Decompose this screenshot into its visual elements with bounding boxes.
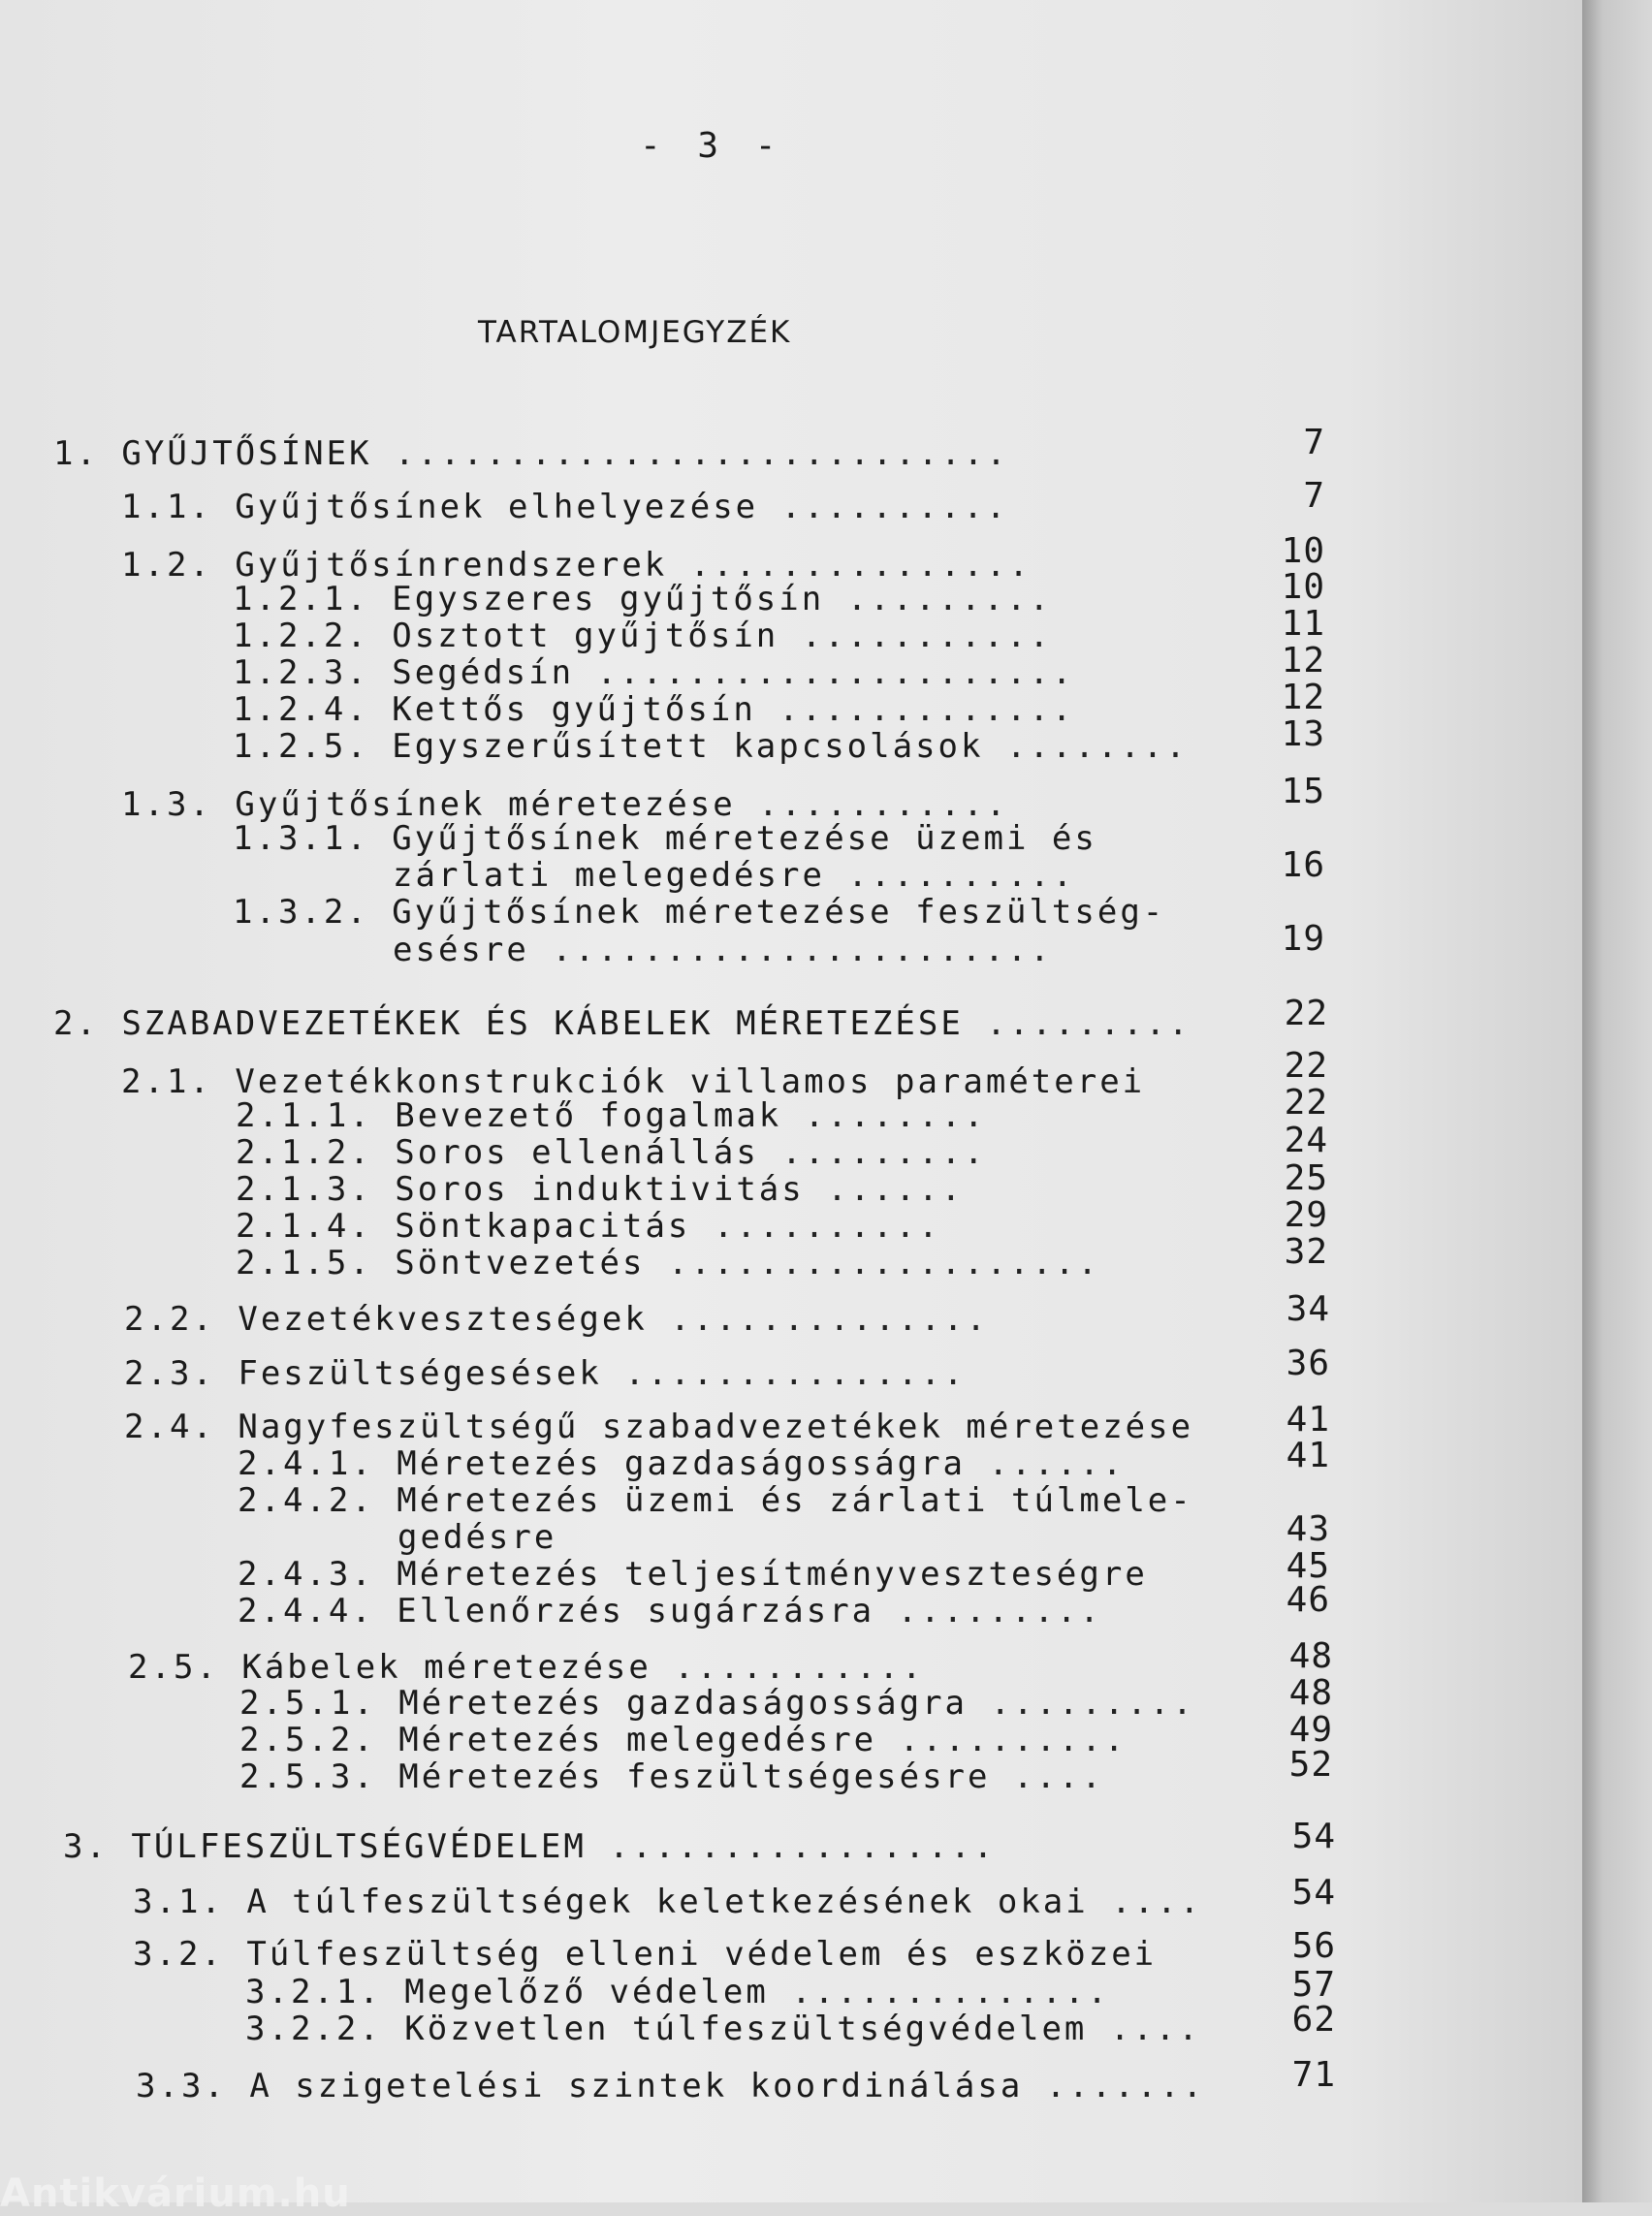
toc-page-3: 54: [1291, 1817, 1336, 1856]
toc-entry-2-5: 2.5. Kábelek méretezése ...........: [128, 1648, 925, 1687]
toc-page-3-2-2: 62: [1291, 2000, 1336, 2040]
toc-page-1-1: 7: [1303, 476, 1325, 516]
toc-entry-1-3-1-cont: zárlati melegedésre ..........: [393, 856, 1076, 895]
toc-page-2-5-3: 52: [1288, 1745, 1333, 1785]
toc-page-2-3: 36: [1286, 1344, 1330, 1383]
toc-entry-2: 2. SZABADVEZETÉKEK ÉS KÁBELEK MÉRETEZÉSE .........: [53, 1004, 1191, 1043]
toc-page-3-2: 56: [1291, 1926, 1336, 1966]
toc-page-1-2-1: 10: [1281, 567, 1325, 607]
toc-entry-2-2: 2.2. Vezetékveszteségek ..............: [124, 1300, 989, 1339]
toc-entry-2-1-1: 2.1.1. Bevezető fogalmak ........: [236, 1096, 987, 1135]
toc-entry-1-3: 1.3. Gyűjtősínek méretezése ...........: [121, 785, 1009, 824]
toc-entry-2-1-5: 2.1.5. Söntvezetés ...................: [236, 1244, 1100, 1282]
toc-entry-1-2-1: 1.2.1. Egyszeres gyűjtősín .........: [233, 580, 1052, 618]
watermark-logo: Antikvárium.hu: [0, 2171, 351, 2216]
toc-entry-3-2: 3.2. Túlfeszültség elleni védelem és eszközei: [133, 1935, 1158, 1974]
toc-entry-1-3-2: 1.3.2. Gyűjtősínek méretezése feszültség-: [233, 893, 1166, 932]
toc-entry-3-3: 3.3. A szigetelési szintek koordinálása .......: [136, 2067, 1206, 2105]
toc-entry-2-4-1: 2.4.1. Méretezés gazdaságosságra ......: [238, 1444, 1126, 1483]
toc-entry-1-2-4: 1.2.4. Kettős gyűjtősín .............: [233, 690, 1075, 729]
toc-entry-2-4-2: 2.4.2. Méretezés üzemi és zárlati túlmele-: [238, 1481, 1193, 1520]
toc-entry-2-4: 2.4. Nagyfeszültségű szabadvezetékek méretezése: [124, 1408, 1194, 1446]
toc-entry-1-2: 1.2. Gyűjtősínrendszerek ...............: [121, 546, 1032, 585]
toc-entry-3-1: 3.1. A túlfeszültségek keletkezésének okai ....: [133, 1883, 1203, 1921]
toc-entry-2-1-4: 2.1.4. Söntkapacitás ..........: [236, 1207, 941, 1246]
toc-entry-2-1-2: 2.1.2. Soros ellenállás .........: [236, 1133, 987, 1172]
toc-page-2: 22: [1284, 994, 1328, 1033]
toc-page-3-3: 71: [1291, 2055, 1336, 2095]
toc-entry-2-4-3: 2.4.3. Méretezés teljesítményveszteségre: [238, 1555, 1148, 1594]
page-title: TARTALOMJEGYZÉK: [478, 315, 792, 350]
toc-page-1-2-5: 13: [1281, 714, 1325, 754]
toc-page-3-1: 54: [1291, 1873, 1336, 1913]
toc-entry-2-4-2-cont: gedésre: [397, 1518, 580, 1557]
toc-page-2-1-3: 25: [1284, 1158, 1328, 1198]
toc-page-2-1-4: 29: [1284, 1195, 1328, 1235]
toc-entry-2-5-2: 2.5.2. Méretezés melegedésre ..........: [239, 1721, 1128, 1759]
toc-page-2-5-2: 49: [1288, 1710, 1333, 1750]
toc-page-2-5: 48: [1288, 1636, 1333, 1676]
toc-page-1-3-2: 19: [1281, 919, 1325, 959]
toc-entry-3: 3. TÚLFESZÜLTSÉGVÉDELEM .................: [63, 1827, 997, 1866]
toc-page-2-4-4: 46: [1286, 1580, 1330, 1620]
toc-entry-1-3-2-cont: esésre ......................: [393, 931, 1053, 969]
toc-page-2-4: 41: [1286, 1400, 1330, 1440]
toc-page-2-1-5: 32: [1284, 1232, 1328, 1272]
toc-entry-2-5-1: 2.5.1. Méretezés gazdaságosságra .........: [239, 1684, 1195, 1723]
toc-entry-2-3: 2.3. Feszültségesések ...............: [124, 1354, 967, 1393]
toc-page-1-2-2: 11: [1281, 604, 1325, 644]
toc-page-2-1-2: 24: [1284, 1121, 1328, 1160]
toc-entry-1-2-3: 1.2.3. Segédsín .....................: [233, 653, 1075, 692]
toc-page-2-2: 34: [1286, 1289, 1330, 1329]
page-number: - 3 -: [640, 126, 784, 166]
toc-entry-1-2-2: 1.2.2. Osztott gyűjtősín ...........: [233, 617, 1052, 655]
toc-entry-2-5-3: 2.5.3. Méretezés feszültségesésre ....: [239, 1757, 1104, 1796]
toc-page-2-4-2: 43: [1286, 1509, 1330, 1549]
toc-entry-3-2-1: 3.2.1. Megelőző védelem ..............: [245, 1973, 1110, 2011]
toc-page-2-4-1: 41: [1286, 1436, 1330, 1475]
toc-entry-1-2-5: 1.2.5. Egyszerűsített kapcsolások ........: [233, 727, 1189, 766]
toc-entry-2-1: 2.1. Vezetékkonstrukciók villamos paraméterei: [121, 1062, 1146, 1101]
toc-entry-2-1-3: 2.1.3. Soros induktivitás ......: [236, 1170, 965, 1209]
page-edge-shadow: [1582, 0, 1652, 2202]
toc-page-2-1-1: 22: [1284, 1083, 1328, 1123]
toc-page-1-3-1: 16: [1281, 845, 1325, 885]
toc-page-1-2-3: 12: [1281, 641, 1325, 681]
toc-page-2-5-1: 48: [1288, 1673, 1333, 1713]
toc-entry-1: 1. GYŰJTŐSÍNEK ...........................: [53, 434, 1009, 473]
toc-entry-1-3-1: 1.3.1. Gyűjtősínek méretezése üzemi és: [233, 819, 1097, 858]
toc-entry-2-4-4: 2.4.4. Ellenőrzés sugárzásra .........: [238, 1592, 1102, 1630]
toc-page-2-4-3: 45: [1286, 1546, 1330, 1586]
toc-page-1: 7: [1303, 423, 1325, 462]
toc-page-2-1: 22: [1284, 1046, 1328, 1086]
toc-page-1-3: 15: [1281, 772, 1325, 811]
toc-entry-3-2-2: 3.2.2. Közvetlen túlfeszültségvédelem ....: [245, 2010, 1201, 2048]
toc-page-1-2: 10: [1281, 531, 1325, 571]
toc-entry-1-1: 1.1. Gyűjtősínek elhelyezése ..........: [121, 488, 1009, 526]
toc-page-1-2-4: 12: [1281, 678, 1325, 717]
toc-page-3-2-1: 57: [1291, 1965, 1336, 2005]
